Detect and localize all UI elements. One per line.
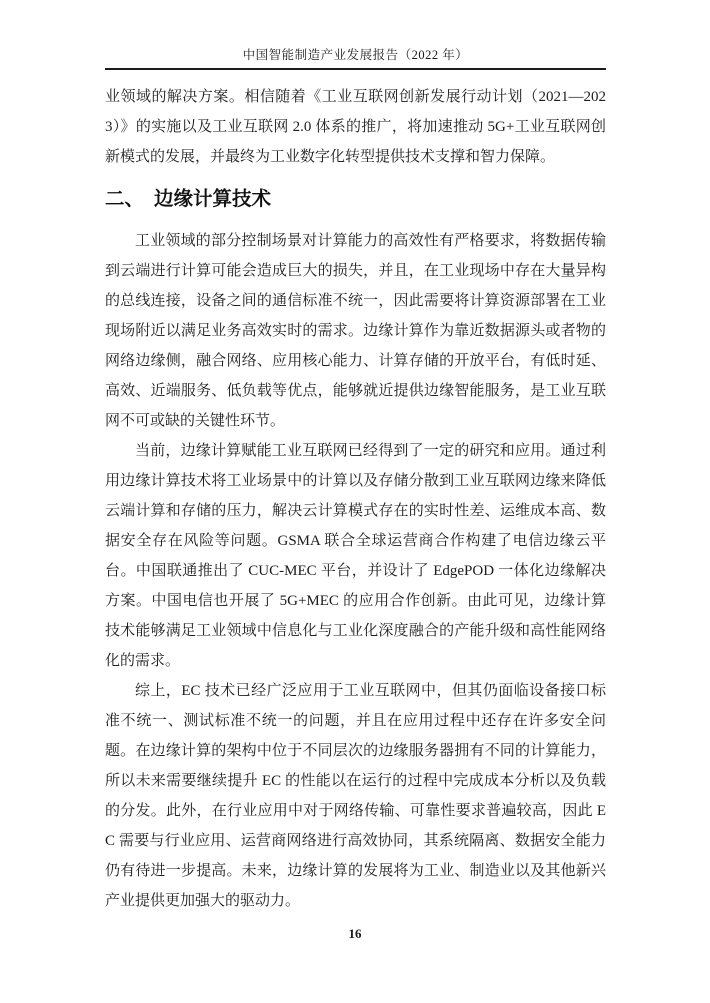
paragraph: 工业领域的部分控制场景对计算能力的高效性有严格要求，将数据传输到云端进行计算可能会造成巨大的损失，并且，在工业现场中存在大量异构的总线连接，设备之间的通信标准不统一，因此需要将计算资源部署在工业现场附近以满足业务高效实时的需求。边缘计算作为靠近数据源头或者物的网络边缘侧，融合网络、应用核心能力、计算存储的开放平台，有低时延、高效、近端服务、低负载等优点，能够就近提供边缘智能服务，是工业互联网不可或缺的关键性环节。 [105,233,606,429]
paragraph: 综上，EC 技术已经广泛应用于工业互联网中，但其仍面临设备接口标准不统一、测试标准不统一的问题，并且在应用过程中还存在许多安全问题。在边缘计算的架构中位于不同层次的边缘服务器拥有不同的计算能力，所以未来需要继续提升 EC 的性能以在运行的过程中完成成本分析以及负载的分发。此外，在行业应用中对于网络传输、可靠性要求普遍较高，因此 EC 需要与行业应用、运营商网络进行高效协同，其系统隔离、数据安全能力仍有待进一步提高。未来，边缘计算的发展将为工业、制造业以及其他新兴产业提供更加强大的驱动力。 [105,683,606,909]
paragraph: 当前，边缘计算赋能工业互联网已经得到了一定的研究和应用。通过利用边缘计算技术将工业场景中的计算以及存储分散到工业互联网边缘来降低云端计算和存储的压力，解决云计算模式存在的实时性差、运维成本高、数据安全存在风险等问题。GSMA 联合全球运营商合作构建了电信边缘云平台。中国联通推出了 CUC-MEC 平台，并设计了 EdgePOD 一体化边缘解决方案。中国电信也开展了 5G+MEC 的应用合作创新。由此可见，边缘计算技术能够满足工业领域中信息化与工业化深度融合的产能升级和高性能网络化的需求。 [105,443,606,669]
page-number: 16 [348,926,362,941]
page-header [105,0,606,70]
page-footer [0,926,710,942]
section-title: 边缘计算技术 [154,189,272,210]
page-body [105,82,606,916]
section-number: 二、 [105,189,145,210]
section-heading [105,187,606,213]
running-header-title: 中国智能制造产业发展报告（2022 年） [105,0,606,70]
paragraph-continuation: 业领域的解决方案。相信随着《工业互联网创新发展行动计划（2021—2023）》的实施以及工业互联网 2.0 体系的推广，将加速推动 5G+工业互联网创新模式的发展，并最终为工业数字化转型提供技术支撑和智力保障。 [105,89,606,165]
